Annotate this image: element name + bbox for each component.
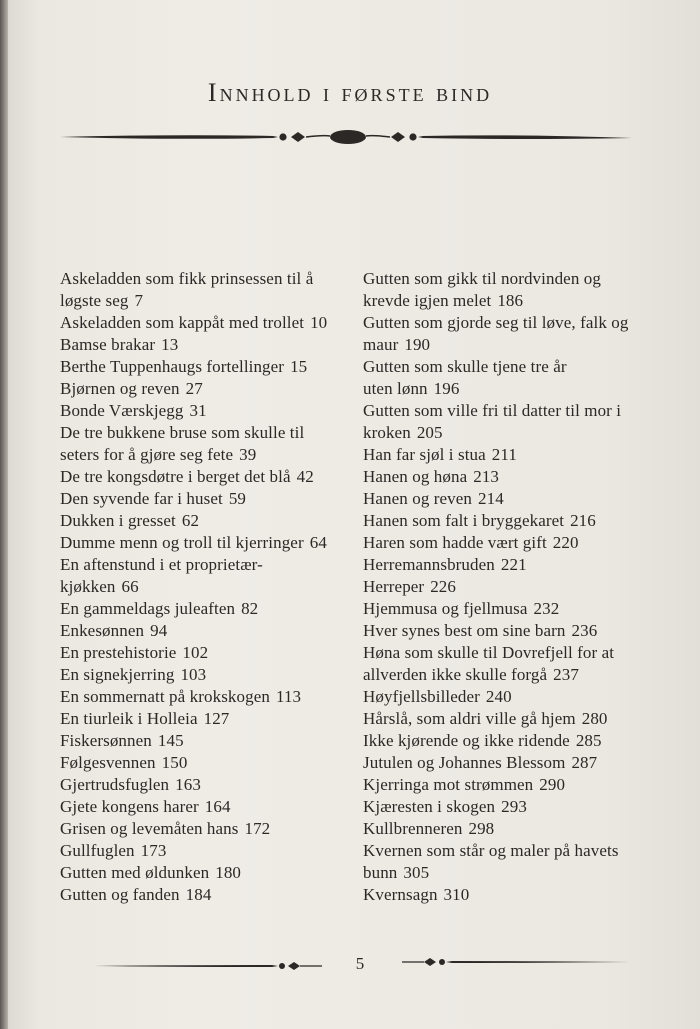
- toc-entry-title-line: Høyfjellsbilleder: [363, 687, 480, 706]
- toc-entry-title-line: Kjæresten i skogen: [363, 797, 496, 816]
- toc-entry-title-line: En prestehistorie: [60, 643, 177, 662]
- toc-entry-title-line: Haren som hadde vært gift: [363, 533, 547, 552]
- toc-entry-page-number: 211: [491, 445, 517, 464]
- toc-entry-title-line: Gjete kongens harer: [60, 797, 199, 816]
- toc-column-right: [363, 268, 663, 906]
- toc-entry-title-line: Høna som skulle til Dovrefjell for at: [363, 643, 615, 662]
- toc-entry-title-line: Hanen og reven: [363, 489, 473, 508]
- toc-entry-page-number: 190: [404, 335, 431, 354]
- toc-entry: [60, 796, 360, 818]
- toc-entry-title-line: Berthe Tuppenhaugs fortellinger: [60, 357, 285, 376]
- toc-entry: [60, 422, 360, 466]
- toc-entry: [363, 312, 663, 356]
- toc-entry: [363, 774, 663, 796]
- toc-entry-page-number: 164: [204, 797, 231, 816]
- toc-entry-title-line: En gammeldags juleaften: [60, 599, 236, 618]
- toc-entry: [363, 488, 663, 510]
- page-number: 5: [355, 954, 365, 973]
- toc-entry: [60, 620, 360, 642]
- toc-entry-title-line: Kullbrenneren: [363, 819, 463, 838]
- toc-entry-title-line: Den syvende far i huset: [60, 489, 223, 508]
- toc-entry: [60, 598, 360, 620]
- toc-entry: [60, 400, 360, 422]
- toc-entry-page-number: 163: [175, 775, 201, 794]
- toc-entry-page-number: 232: [533, 599, 560, 618]
- toc-entry: [363, 466, 663, 488]
- toc-entry-title-line: kroken: [363, 423, 411, 442]
- toc-entry: [60, 664, 360, 686]
- toc-entry-page-number: 82: [241, 599, 259, 618]
- toc-entry-title-line: Han far sjøl i stua: [363, 445, 486, 464]
- toc-entry-title-line: Bamse brakar: [60, 335, 156, 354]
- toc-entry-page-number: 62: [181, 511, 200, 530]
- toc-entry: [363, 884, 663, 906]
- toc-entry-page-number: 205: [416, 423, 443, 442]
- toc-entry-page-number: 102: [182, 643, 209, 662]
- toc-entry: [363, 642, 663, 686]
- toc-entry-title-line: Herreper: [363, 577, 425, 596]
- toc-entry-page-number: 27: [185, 379, 203, 398]
- toc-entry-title-line: Gutten som skulle tjene tre år: [363, 357, 567, 376]
- toc-entry-page-number: 298: [468, 819, 495, 838]
- toc-entry-page-number: 39: [239, 445, 257, 464]
- toc-entry-title-line: En tiurleik i Holleia: [60, 709, 198, 728]
- toc-entry-page-number: 293: [501, 797, 527, 816]
- toc-entry-title-line: Jutulen og Johannes Blessom: [363, 753, 566, 772]
- toc-entry-title-line: Gutten som gikk til nordvinden og: [363, 269, 601, 288]
- toc-entry-page-number: 150: [161, 753, 188, 772]
- toc-entry: [60, 334, 360, 356]
- toc-entry: [60, 884, 360, 906]
- toc-entry-page-number: 285: [575, 731, 602, 750]
- toc-entry-title-line: De tre bukkene bruse som skulle til: [60, 423, 305, 442]
- toc-entry-page-number: 64: [309, 533, 327, 552]
- toc-entry: [60, 268, 360, 312]
- toc-entry: [60, 708, 360, 730]
- toc-entry-title-line: Bjørnen og reven: [60, 379, 180, 398]
- toc-entry-title-line: Kvernsagn: [363, 885, 438, 904]
- toc-entry: [363, 796, 663, 818]
- toc-entry-title-line: Gjertrudsfuglen: [60, 775, 170, 794]
- toc-entry-title-line: bunn: [363, 863, 398, 882]
- toc-column-left: [60, 268, 360, 906]
- toc-entry-title-line: seters for å gjøre seg fete: [60, 445, 234, 464]
- toc-entry-page-number: 186: [497, 291, 524, 310]
- toc-entry: [60, 774, 360, 796]
- toc-entry-page-number: 240: [485, 687, 512, 706]
- toc-entry-page-number: 59: [228, 489, 247, 508]
- toc-entry-title-line: Dumme menn og troll til kjerringer: [60, 533, 304, 552]
- toc-entry-title-line: Gullfuglen: [60, 841, 135, 860]
- toc-entry-page-number: 145: [157, 731, 184, 750]
- toc-entry-title-line: løgste seg: [60, 291, 129, 310]
- toc-entry: [363, 620, 663, 642]
- toc-entry-page-number: 196: [433, 379, 460, 398]
- toc-entry-page-number: 236: [571, 621, 598, 640]
- toc-entry: [363, 686, 663, 708]
- toc-entry-title-line: Dukken i gresset: [60, 511, 176, 530]
- toc-entry: [363, 598, 663, 620]
- toc-entry-page-number: 31: [189, 401, 207, 420]
- toc-entry-title-line: Grisen og levemåten hans: [60, 819, 239, 838]
- toc-entry: [60, 356, 360, 378]
- toc-entry: [363, 708, 663, 730]
- toc-entry: [60, 730, 360, 752]
- toc-entry: [60, 532, 360, 554]
- toc-entry-title-line: Hanen og høna: [363, 467, 468, 486]
- toc-entry: [60, 840, 360, 862]
- toc-entry: [363, 554, 663, 576]
- toc-entry: [363, 840, 663, 884]
- toc-entry-title-line: Enkesønnen: [60, 621, 145, 640]
- toc-entry-title-line: Hårslå, som aldri ville gå hjem: [363, 709, 576, 728]
- toc-entry-page-number: 42: [296, 467, 314, 486]
- toc-entry: [60, 488, 360, 510]
- toc-entry-page-number: 216: [570, 511, 596, 530]
- footer-ornament-left: [92, 958, 324, 974]
- toc-entry: [363, 576, 663, 598]
- toc-entry-title-line: De tre kongsdøtre i berget det blå: [60, 467, 291, 486]
- toc-entry-title-line: Askeladden som kappåt med trollet: [60, 313, 305, 332]
- toc-entry-page-number: 237: [553, 665, 579, 684]
- toc-entry-page-number: 214: [478, 489, 504, 508]
- toc-entry-page-number: 180: [215, 863, 242, 882]
- toc-entry-page-number: 173: [140, 841, 167, 860]
- toc-entry: [60, 554, 360, 598]
- toc-entry: [363, 510, 663, 532]
- toc-entry: [363, 818, 663, 840]
- toc-entry-page-number: 7: [134, 291, 144, 310]
- toc-entry-page-number: 10: [310, 313, 328, 332]
- toc-entry-title-line: Herremannsbruden: [363, 555, 495, 574]
- toc-entry-page-number: 184: [185, 885, 212, 904]
- toc-entry-page-number: 15: [290, 357, 308, 376]
- toc-entry-title-line: Hver synes best om sine barn: [363, 621, 566, 640]
- toc-entry-title-line: allverden ikke skulle forgå: [363, 665, 548, 684]
- toc-entry-page-number: 127: [203, 709, 230, 728]
- toc-entry: [363, 356, 663, 400]
- toc-entry-title-line: maur: [363, 335, 399, 354]
- toc-entry-page-number: 287: [571, 753, 598, 772]
- toc-entry-title-line: Ikke kjørende og ikke ridende: [363, 731, 570, 750]
- toc-entry-page-number: 220: [552, 533, 579, 552]
- toc-entry-title-line: Bonde Værskjegg: [60, 401, 184, 420]
- toc-entry-page-number: 103: [180, 665, 207, 684]
- toc-entry-page-number: 305: [403, 863, 430, 882]
- toc-entry-page-number: 213: [473, 467, 500, 486]
- toc-entry-page-number: 290: [539, 775, 566, 794]
- toc-entry-title-line: krevde igjen melet: [363, 291, 492, 310]
- toc-entry-title-line: Kvernen som står og maler på havets: [363, 841, 619, 860]
- toc-entry: [363, 730, 663, 752]
- toc-entry: [363, 532, 663, 554]
- toc-entry-page-number: 113: [275, 687, 302, 706]
- toc-entry-title-line: Følgesvennen: [60, 753, 156, 772]
- toc-entry: [363, 400, 663, 444]
- toc-entry: [60, 378, 360, 400]
- toc-entry-page-number: 172: [244, 819, 271, 838]
- toc-entry-title-line: kjøkken: [60, 577, 116, 596]
- toc-entry: [60, 510, 360, 532]
- toc-entry-page-number: 280: [581, 709, 608, 728]
- toc-entry-title-line: Hjemmusa og fjellmusa: [363, 599, 528, 618]
- toc-entry: [60, 642, 360, 664]
- toc-entry: [60, 818, 360, 840]
- toc-entry-title-line: Fiskersønnen: [60, 731, 152, 750]
- toc-entry-title-line: uten lønn: [363, 379, 428, 398]
- toc-entry-title-line: Askeladden som fikk prinsessen til å: [60, 269, 314, 288]
- toc-entry-title-line: Kjerringa mot strømmen: [363, 775, 534, 794]
- toc-entry-page-number: 226: [430, 577, 457, 596]
- toc-entry: [60, 312, 360, 334]
- page-title-text: Innhold i første bind: [207, 78, 493, 107]
- toc-entry: [60, 862, 360, 884]
- toc-entry-page-number: 66: [121, 577, 139, 596]
- toc-entry-title-line: En sommernatt på krokskogen: [60, 687, 270, 706]
- toc-entry-page-number: 94: [150, 621, 168, 640]
- toc-entry-title-line: Gutten som ville fri til datter til mor i: [363, 401, 622, 420]
- toc-entry-title-line: En aftenstund i et proprietær-: [60, 555, 263, 574]
- title-ornament-rule: [58, 124, 634, 150]
- toc-entry-title-line: Hanen som falt i bryggekaret: [363, 511, 565, 530]
- toc-entry-title-line: Gutten og fanden: [60, 885, 180, 904]
- toc-entry-page-number: 310: [443, 885, 470, 904]
- toc-entry-title-line: Gutten som gjorde seg til løve, falk og: [363, 313, 629, 332]
- toc-entry: [60, 466, 360, 488]
- toc-entry: [363, 268, 663, 312]
- toc-entry: [60, 752, 360, 774]
- toc-entry: [363, 752, 663, 774]
- toc-entry-title-line: En signekjerring: [60, 665, 175, 684]
- footer-ornament-right: [400, 954, 632, 970]
- page-title: [0, 78, 700, 108]
- toc-entry-page-number: 221: [500, 555, 527, 574]
- toc-entry: [363, 444, 663, 466]
- toc-entry: [60, 686, 360, 708]
- toc-entry-page-number: 13: [161, 335, 179, 354]
- toc-entry-title-line: Gutten med øldunken: [60, 863, 210, 882]
